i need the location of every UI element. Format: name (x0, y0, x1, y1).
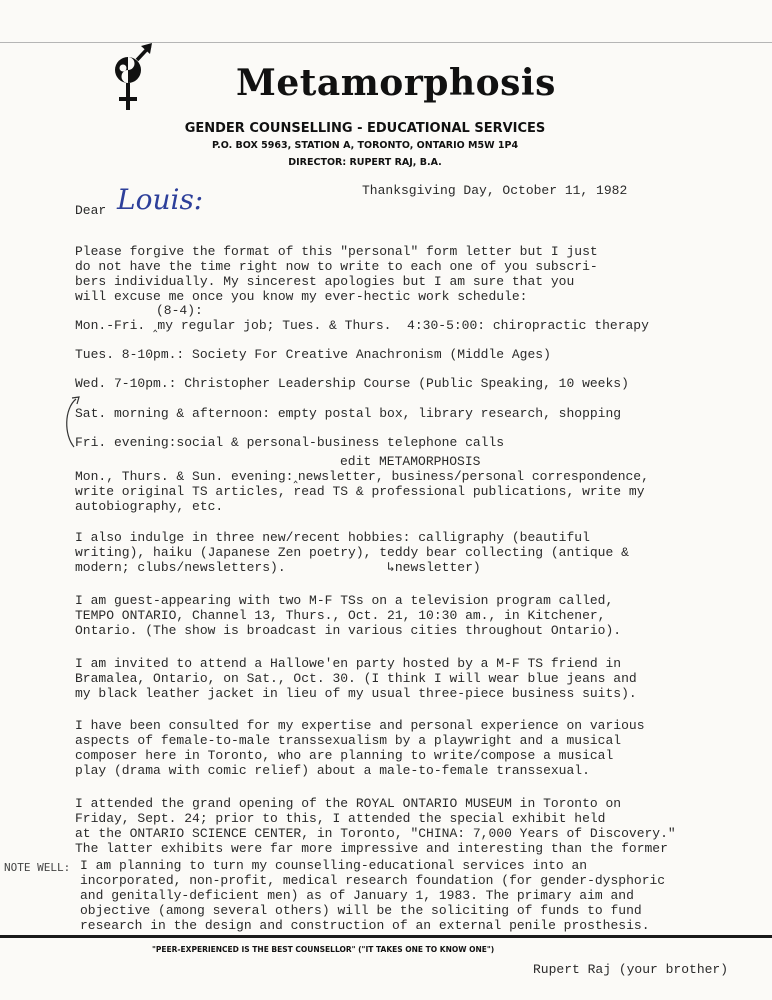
text-line: Please forgive the format of this "personal" form letter but I just (75, 244, 598, 259)
letterhead-address: P.O. BOX 5963, STATION A, TORONTO, ONTARIO M5W 1P4 (211, 140, 519, 151)
text-line: Mon., Thurs. & Sun. evening:‸newsletter, business/personal correspondence, (75, 469, 649, 484)
schedule-tues: Tues. 8-10pm.: Society For Creative Anachronism (Middle Ages) (75, 347, 551, 362)
text-line: do not have the time right now to write to each one of you subscri- (75, 259, 598, 274)
text-line: Ontario. (The show is broadcast in various cities throughout Ontario). (75, 623, 622, 638)
text-line: incorporated, non-profit, medical research foundation (for gender-dysphoric (80, 873, 666, 888)
text-line: objective (among several others) will be the soliciting of funds to fund (80, 903, 642, 918)
text-line: modern; clubs/newsletters). ↳newsletter) (75, 560, 481, 575)
text-line: and genitally-deficient men) as of January 1, 1983. The primary aim and (80, 888, 634, 903)
text-line: TEMPO ONTARIO, Channel 13, Thurs., Oct. 21, 10:30 am., in Kitchener, (75, 608, 606, 623)
letter-date: Thanksgiving Day, October 11, 1982 (362, 183, 628, 198)
text-line: composer here in Toronto, who are planning to write/compose a musical (75, 748, 614, 763)
text-line: bers individually. My sincerest apologies but I am sure that you (75, 274, 575, 289)
text-line: I am planning to turn my counselling-educational services into an (80, 858, 588, 873)
text-line: Bramalea, Ontario, on Sat., Oct. 30. (I think I will wear blue jeans and (75, 671, 637, 686)
text-line: writing), haiku (Japanese Zen poetry), teddy bear collecting (antique & (75, 545, 629, 560)
letterhead-subtitle: GENDER COUNSELLING - EDUCATIONAL SERVICES (184, 121, 546, 136)
letterhead-title: Metamorphosis (236, 62, 556, 104)
schedule-wed: Wed. 7-10pm.: Christopher Leadership Course (Public Speaking, 10 weeks) (75, 376, 629, 391)
text-line: my black leather jacket in lieu of my usual three-piece business suits). (75, 686, 637, 701)
text-line: research in the design and construction of an external penile prosthesis. (80, 918, 650, 933)
text-line: autobiography, etc. (75, 499, 224, 514)
footer-motto: "PEER-EXPERIENCED IS THE BEST COUNSELLOR" ("IT TAKES ONE TO KNOW ONE") (152, 945, 495, 954)
signature: Rupert Raj (your brother) (533, 962, 729, 977)
note-well-margin-note: NOTE WELL: (4, 861, 71, 874)
gender-symbol-icon (108, 42, 158, 114)
text-line: The latter exhibits were far more impressive and interesting than the former (75, 841, 668, 856)
text-line: will excuse me once you know my ever-hectic work schedule: (75, 289, 528, 304)
text-line: aspects of female-to-male transsexualism by a playwright and a musical (75, 733, 622, 748)
schedule-mon-fri: Mon.-Fri. ‸my regular job; Tues. & Thurs. 4:30-5:00: chiropractic therapy (75, 318, 649, 333)
text-line: I have been consulted for my expertise and personal experience on various (75, 718, 645, 733)
insert-hours-annotation: (8-4): (156, 303, 203, 318)
text-line: I also indulge in three new/recent hobbies: calligraphy (beautiful (75, 530, 590, 545)
salutation-handwritten-name: Louis: (117, 183, 204, 216)
text-line: write original TS articles, read TS & professional publications, write my (75, 484, 645, 499)
salutation-prefix: Dear (75, 203, 107, 218)
text-line: I am invited to attend a Hallowe'en party hosted by a M-F TS friend in (75, 656, 622, 671)
footer-rule (0, 935, 772, 938)
letterhead-director: DIRECTOR: RUPERT RAJ, B.A. (288, 157, 442, 168)
schedule-fri: Fri. evening:social & personal-business telephone calls (75, 435, 505, 450)
text-line: play (drama with comic relief) about a male-to-female transsexual. (75, 763, 590, 778)
insert-edit-annotation: edit METAMORPHOSIS (340, 454, 481, 469)
text-line: Friday, Sept. 24; prior to this, I attended the special exhibit held (75, 811, 606, 826)
text-line: I attended the grand opening of the ROYAL ONTARIO MUSEUM in Toronto on (75, 796, 622, 811)
text-line: at the ONTARIO SCIENCE CENTER, in Toronto, "CHINA: 7,000 Years of Discovery." (75, 826, 676, 841)
text-line: I am guest-appearing with two M-F TSs on a television program called, (75, 593, 614, 608)
schedule-sat: Sat. morning & afternoon: empty postal box, library research, shopping (75, 406, 622, 421)
